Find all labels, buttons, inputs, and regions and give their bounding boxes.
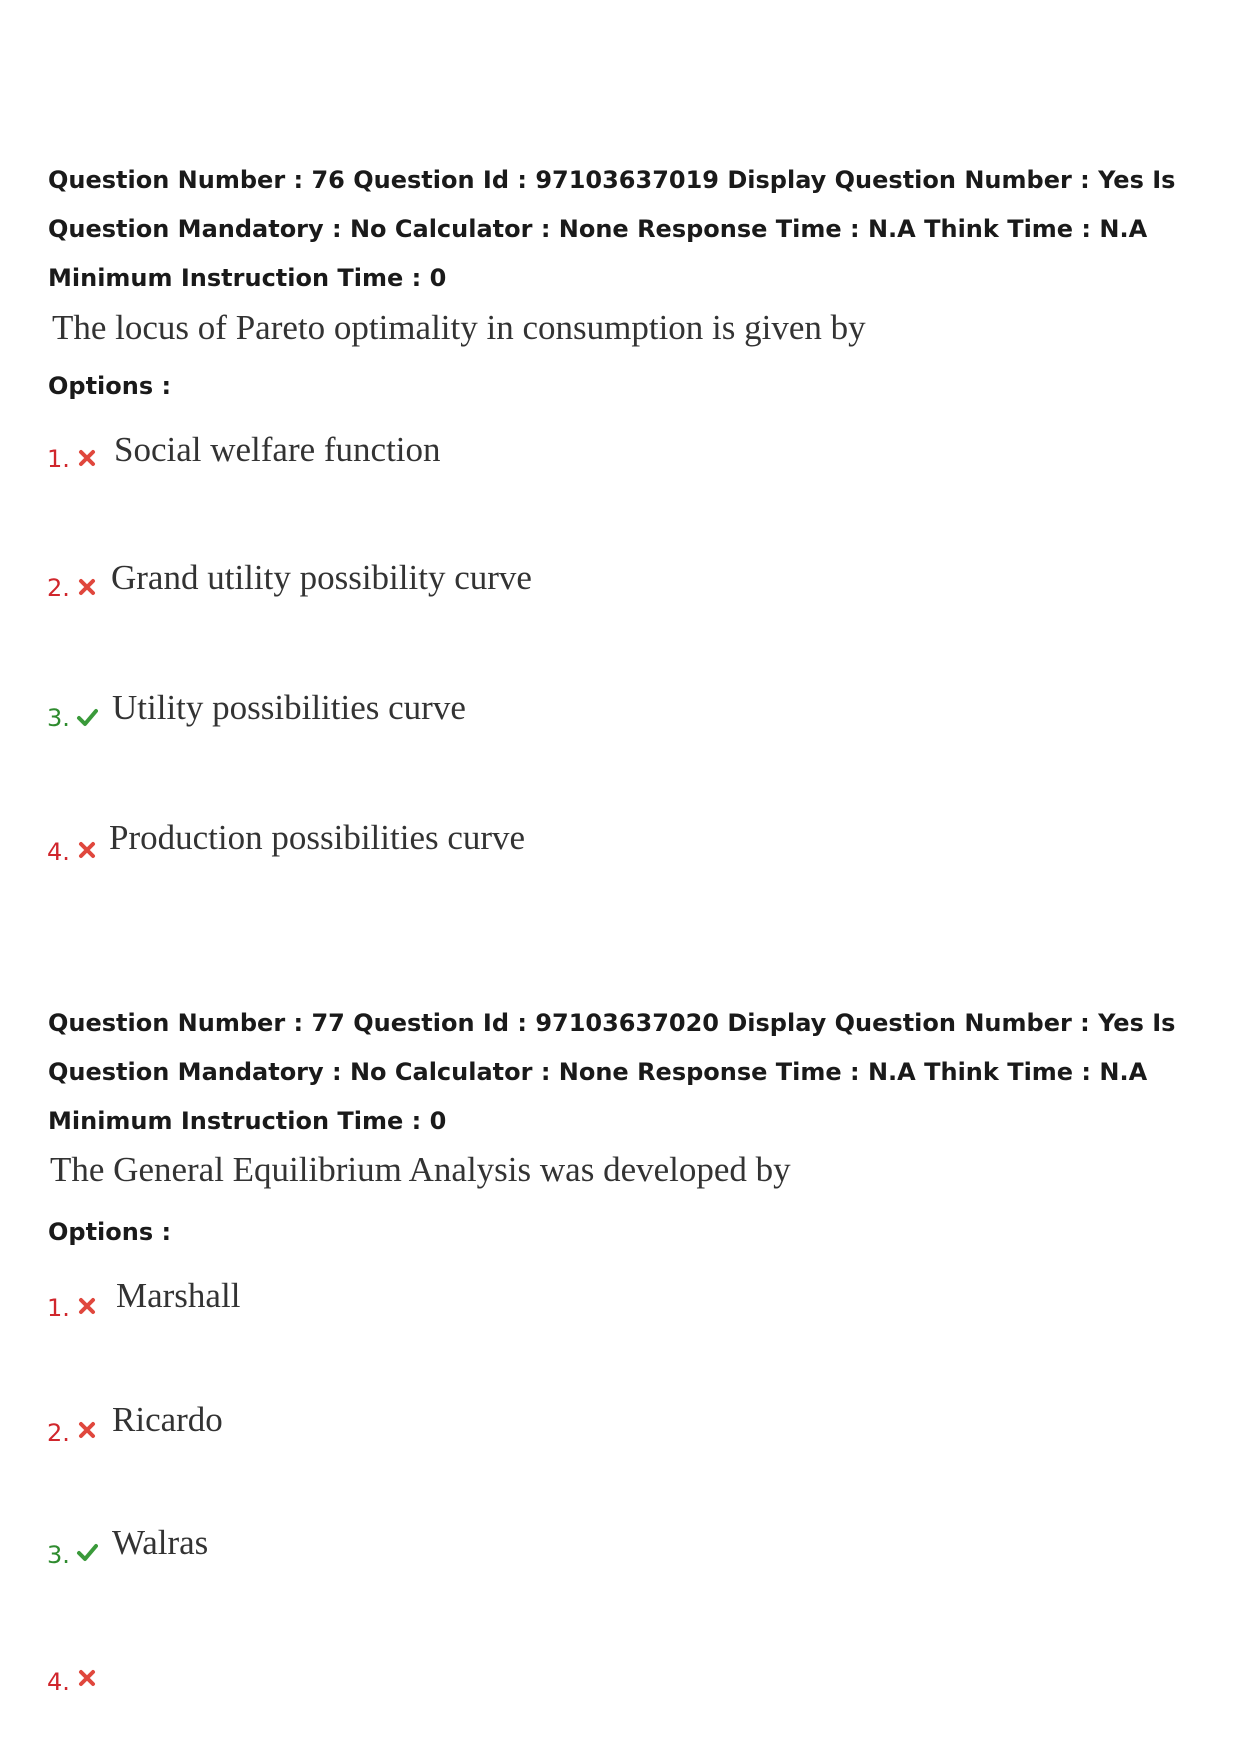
check-mark-icon — [76, 706, 98, 728]
option-text: Production possibilities curve — [109, 818, 526, 857]
cross-mark-icon — [76, 576, 98, 598]
option-text: Social welfare function — [114, 430, 441, 469]
option-text: Walras — [112, 1523, 209, 1562]
option-item — [0, 1525, 1240, 1585]
option-text: Marshall — [116, 1276, 241, 1315]
cross-mark-icon — [76, 839, 98, 861]
option-item — [0, 430, 1240, 490]
check-mark-icon — [76, 1541, 98, 1563]
cross-mark-icon — [76, 447, 98, 469]
option-item — [0, 1652, 1240, 1712]
option-item — [0, 690, 1240, 750]
option-item — [0, 818, 1240, 882]
option-text: Grand utility possibility curve — [111, 558, 532, 597]
option-number: 2. — [47, 1419, 70, 1447]
question-text: The locus of Pareto optimality in consumption is given by — [52, 308, 866, 347]
cross-mark-icon — [76, 1295, 98, 1317]
options-label: Options : — [48, 1218, 172, 1246]
option-number: 3. — [47, 1541, 70, 1569]
option-number: 4. — [47, 1668, 70, 1696]
option-text: Ricardo — [112, 1400, 223, 1439]
options-label: Options : — [48, 372, 172, 400]
cross-mark-icon — [76, 1667, 98, 1689]
cross-mark-icon — [76, 1419, 98, 1441]
option-number: 3. — [47, 704, 70, 732]
option-number: 1. — [47, 445, 70, 473]
option-text: Utility possibilities curve — [112, 688, 466, 727]
option-number: 4. — [47, 838, 70, 866]
option-item — [0, 1402, 1240, 1462]
option-item — [0, 1278, 1240, 1338]
question-meta: Question Number : 77 Question Id : 97103637020 Display Question Number : Yes Is Question Mandatory : No Calculator : None Response Time : N.A Think Time : N.A Minimum Instruction Time : 0 — [48, 1009, 1176, 1135]
option-number: 1. — [47, 1294, 70, 1322]
question-text: The General Equilibrium Analysis was developed by — [50, 1150, 791, 1189]
question-meta: Question Number : 76 Question Id : 97103637019 Display Question Number : Yes Is Question Mandatory : No Calculator : None Response Time : N.A Think Time : N.A Minimum Instruction Time : 0 — [48, 166, 1176, 292]
option-number: 2. — [47, 574, 70, 602]
option-item — [0, 560, 1240, 620]
